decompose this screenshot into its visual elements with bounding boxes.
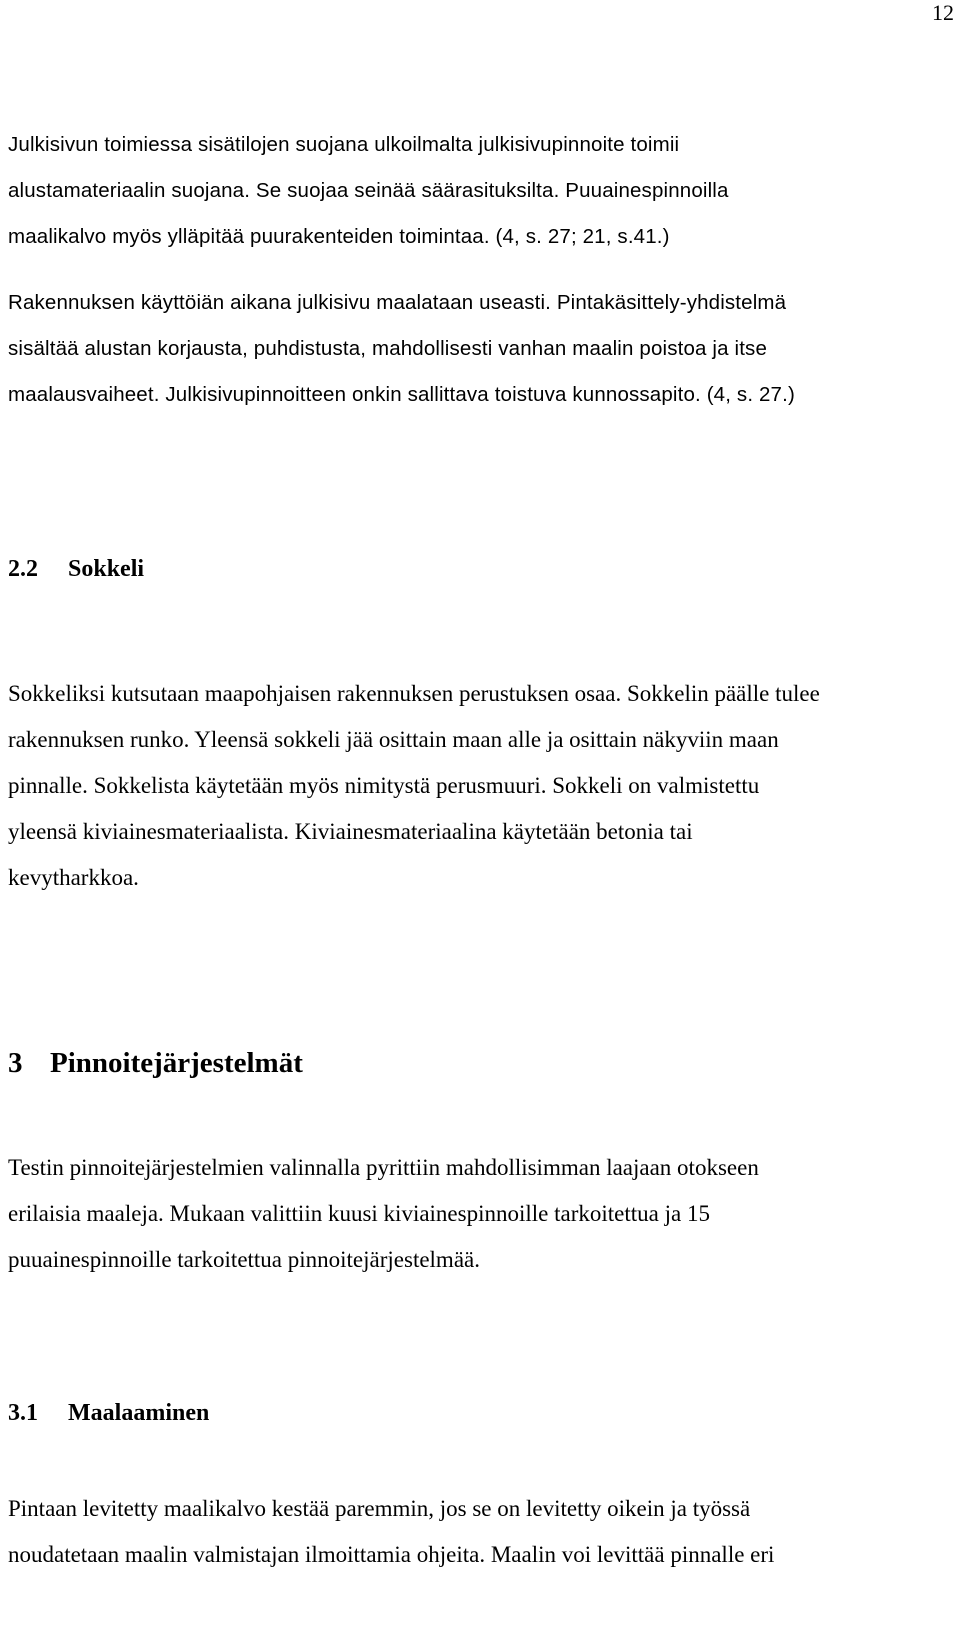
text-line: rakennuksen runko. Yleensä sokkeli jää osittain maan alle ja osittain näkyviin maan: [8, 727, 779, 752]
paragraph-facade-protection: [8, 122, 948, 260]
text-line: Pintaan levitetty maalikalvo kestää paremmin, jos se on levitetty oikein ja työssä: [8, 1496, 751, 1521]
paragraph-sokkeli: [8, 671, 948, 901]
text-line: maalikalvo myös ylläpitää puurakenteiden toimintaa. (4, s. 27; 21, s.41.): [8, 225, 670, 248]
text-line: pinnalle. Sokkelista käytetään myös nimitystä perusmuuri. Sokkeli on valmistettu: [8, 773, 760, 798]
paragraph-coating-systems: [8, 1145, 948, 1283]
text-line: kevytharkkoa.: [8, 865, 139, 890]
section-title: Sokkeli: [68, 556, 145, 582]
text-line: erilaisia maaleja. Mukaan valittiin kuusi kiviainespinnoille tarkoitettua ja 15: [8, 1201, 710, 1226]
section-number: 2.2: [8, 556, 38, 582]
text-line: Sokkeliksi kutsutaan maapohjaisen rakennuksen perustuksen osaa. Sokkelin päälle tulee: [8, 681, 820, 706]
text-line: sisältää alustan korjausta, puhdistusta, mahdollisesti vanhan maalin poistoa ja itse: [8, 337, 767, 360]
text-line: Testin pinnoitejärjestelmien valinnalla pyrittiin mahdollisimman laajaan otokseen: [8, 1155, 759, 1180]
page-number: 12: [932, 0, 954, 25]
section-heading-sokkeli: [8, 556, 144, 583]
section-title: Pinnoitejärjestelmät: [50, 1047, 303, 1079]
section-number: 3.1: [8, 1400, 38, 1426]
paragraph-painting: [8, 1486, 948, 1578]
section-number: 3: [8, 1047, 23, 1079]
text-line: Rakennuksen käyttöiän aikana julkisivu maalataan useasti. Pintakäsittely-yhdistelmä: [8, 291, 787, 314]
text-line: alustamateriaalin suojana. Se suojaa seinää säärasituksilta. Puuainespinnoilla: [8, 179, 729, 202]
text-line: Julkisivun toimiessa sisätilojen suojana ulkoilmalta julkisivupinnoite toimii: [8, 133, 680, 156]
text-line: maalausvaiheet. Julkisivupinnoitteen onkin sallittava toistuva kunnossapito. (4, s. 27.): [8, 383, 795, 406]
section-heading-pinnoitejarjestelmat: [8, 1047, 303, 1080]
paragraph-repainting: [8, 280, 948, 418]
text-line: puuainespinnoille tarkoitettua pinnoitejärjestelmää.: [8, 1247, 480, 1272]
section-title: Maalaaminen: [68, 1400, 210, 1426]
text-line: noudatetaan maalin valmistajan ilmoittamia ohjeita. Maalin voi levittää pinnalle eri: [8, 1542, 775, 1567]
text-line: yleensä kiviainesmateriaalista. Kiviainesmateriaalina käytetään betonia tai: [8, 819, 693, 844]
section-heading-maalaaminen: [8, 1400, 209, 1427]
